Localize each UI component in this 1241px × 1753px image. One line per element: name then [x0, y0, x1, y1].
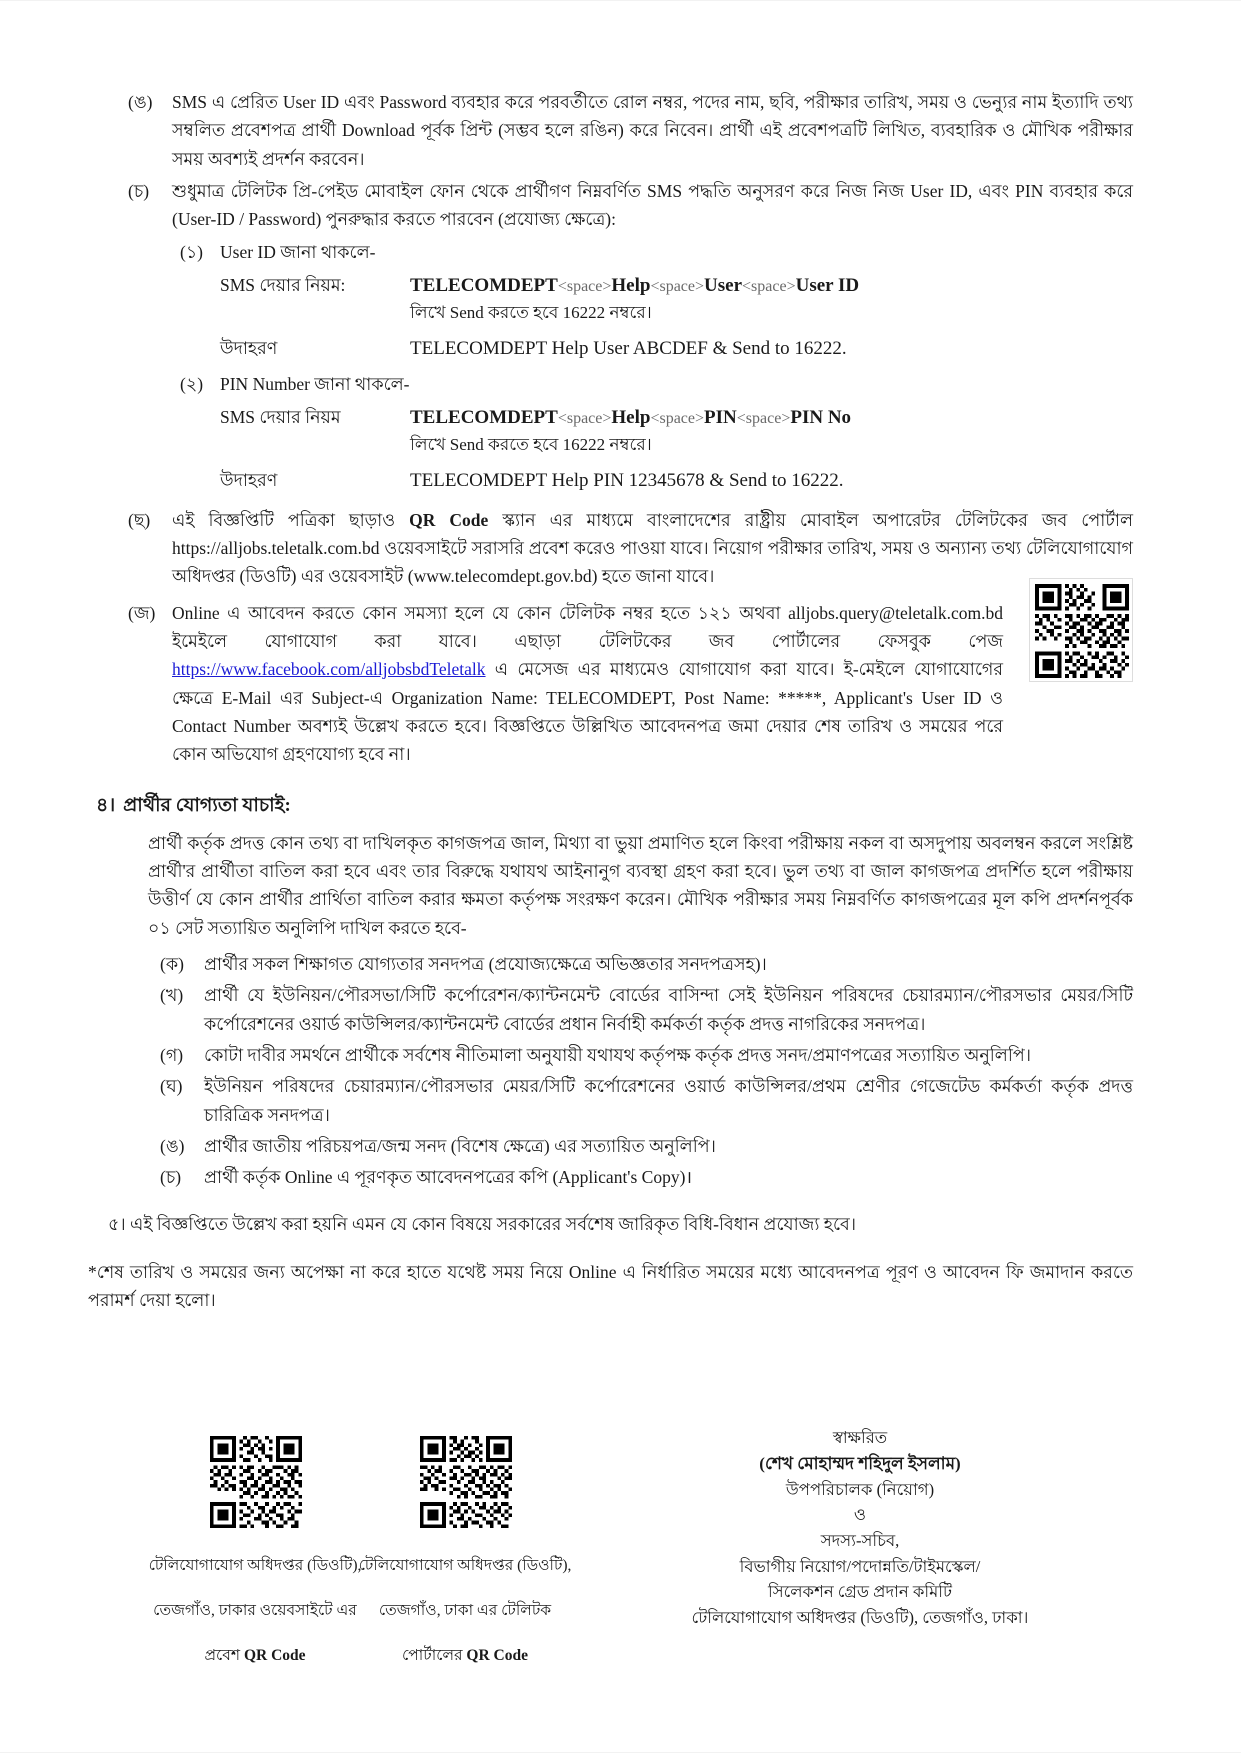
contact-text-part2: এ মেসেজ এর মাধ্যমেও যোগাযোগ করা যাবে। ই-মেইলে যোগাযোগের ক্ষেত্রে E-Mail এর Subject-এ Organization Name: TELECOMDEPT, Post Name: *****, Applicant's User ID ও Contact Number অবশ্যই উল্লেখ করতে হবে। বিজ্ঞপ্তিতে উল্লিখিত আবেদনপত্র জমা দেয়ার শেষ তারিখ ও সময়ের পরে কোন অভিযোগ গ্রহণযোগ্য হবে না। [172, 659, 1003, 765]
section-paragraph: প্রার্থী কর্তৃক প্রদত্ত কোন তথ্য বা দাখিলকৃত কাগজপত্র জাল, মিথ্যা বা ভুয়া প্রমাণিত হলে কিংবা পরীক্ষায় নকল বা অসদুপায় অবলম্বন করলে সংশ্লিষ্ট প্রার্থী'র প্রার্থীতা বাতিল করা হবে এবং তার বিরুদ্ধে যথাযথ আইনানুগ ব্যবস্থা গ্রহণ করা হবে। ভুল তথ্য বা জাল কাগজপত্র প্রদর্শিত হলে পরীক্ষায় উত্তীর্ণ যে কোন প্রার্থীর প্রার্থিতা বাতিল করার ক্ষমতা কর্তৃপক্ষ সংরক্ষণ করেন। মৌখিক পরীক্ষার সময় নিম্নবর্ণিত কাগজপত্রের মূল কপি প্রদর্শনপূর্বক ০১ সেট সত্যায়িত অনুলিপি দাখিল করতে হবে- [148, 832, 1133, 938]
qr-website-caption-line2: তেজগাঁও, ঢাকার ওয়েবসাইটে এর [153, 1602, 357, 1620]
document-footer [0, 1425, 1241, 1725]
list-item [160, 1163, 1133, 1191]
sms-rule-value-group [410, 404, 851, 457]
sms-rule-format: TELECOMDEPT<space>Help<space>PIN<space>PIN No [410, 406, 852, 428]
sms-rule-block [220, 272, 1133, 364]
sms-section-title: PIN Number জানা থাকলে- [220, 373, 410, 394]
qr-portal-caption-plain: পোর্টালের [401, 1647, 467, 1665]
qr-code-image [419, 1435, 513, 1529]
page-top-edge [0, 0, 1241, 1]
list-item-text: শুধুমাত্র টেলিটক প্রি-পেইড মোবাইল ফোন থেকে প্রার্থীগণ নিম্নবর্ণিত SMS পদ্ধতি অনুসরণ করে নিজ নিজ User ID, এবং PIN ব্যবহার করে (User-ID / Password) পুনরুদ্ধার করতে পারবেন (প্রযোজ্য ক্ষেত্রে): [172, 181, 1133, 230]
sms-rule-row [220, 404, 1133, 457]
sms-rule-subtext: লিখে Send করতে হবে 16222 নম্বরে। [410, 302, 652, 322]
list-item-text: SMS এ প্রেরিত User ID এবং Password ব্যবহার করে পরবর্তীতে রোল নম্বর, পদের নাম, ছবি, পরীক্ষার তারিখ, সময় ও ভেন্যুর নাম ইত্যাদি তথ্য সম্বলিত প্রবেশপত্র প্রার্থী Download পূর্বক প্রিন্ট (সম্ভব হলে রঙিন) করে নিবেন। প্রার্থী এই প্রবেশপত্রটি লিখিত, ব্যবহারিক ও মৌখিক পরীক্ষার সময় অবশ্যই প্রদর্শন করবেন। [172, 92, 1133, 169]
list-item-text: ইউনিয়ন পরিষদের চেয়ারম্যান/পৌরসভার মেয়র/সিটি কর্পোরেশনের ওয়ার্ড কাউন্সিলর/প্রথম শ্রেণীর গেজেটেড কর্মকর্তা কর্তৃক প্রদত্ত চারিত্রিক সনদপত্র। [204, 1076, 1133, 1125]
sms-section-marker: (২) [180, 373, 204, 394]
sms-rule-row [220, 272, 1133, 325]
section-title: প্রার্থীর যোগ্যতা যাচাই: [123, 794, 291, 816]
sms-section-title: User ID জানা থাকলে- [220, 241, 376, 262]
list-item [160, 1132, 1133, 1160]
signatory-name: (শেখ মোহাম্মদ শহিদুল ইসলাম) [759, 1453, 961, 1473]
qr-portal-block [350, 1435, 580, 1690]
list-item-marker: (ছ) [128, 509, 151, 530]
section-heading [96, 791, 1133, 823]
list-item-marker: (চ) [128, 181, 150, 202]
sms-rule-value-group [410, 272, 859, 325]
signatory-role: সদস্য-সচিব, [820, 1531, 900, 1551]
list-item [160, 1041, 1133, 1069]
list-item-marker: (ঘ) [160, 1076, 183, 1097]
list-item-marker: (ক) [160, 953, 184, 974]
signature-conjunction: ও [853, 1505, 867, 1525]
qr-portal-caption-line3 [350, 1645, 580, 1667]
organization-address: টেলিযোগাযোগ অধিদপ্তর (ডিওটি), তেজগাঁও, ঢাকা। [691, 1607, 1029, 1627]
advisory-note: *শেষ তারিখ ও সময়ের জন্য অপেক্ষা না করে হাতে যথেষ্ট সময় নিয়ে Online এ নির্ধারিত সময়ের মধ্যে আবেদনপত্র পূরণ ও আবেদন ফি জমাদান করতে পরামর্শ দেয়া হলো। [88, 1262, 1133, 1311]
sms-rule-label: SMS দেয়ার নিয়ম: [220, 275, 346, 296]
sms-example-label: উদাহরণ [220, 338, 278, 359]
list-item-marker: (ঙ) [160, 1136, 185, 1157]
sms-section-marker: (১) [180, 241, 204, 262]
qr-portal-caption-bold: QR Code [466, 1647, 528, 1665]
contact-text-part1: Online এ আবেদন করতে কোন সমস্যা হলে যে কোন টেলিটক নম্বর হতে ১২১ অথবা alljobs.query@teletalk.com.bd ইমেইলে যোগাযোগ করা যাবে। এছাড়া টেলিটকের জব পোর্টালের ফেসবুক পেজ [172, 602, 1003, 651]
sms-rule-label: SMS দেয়ার নিয়ম [220, 406, 341, 427]
list-item-marker: (চ) [160, 1167, 182, 1188]
list-item-marker: (জ) [128, 602, 156, 623]
qr-website-caption-line3 [140, 1645, 370, 1667]
list-item-text: প্রার্থীর জাতীয় পরিচয়পত্র/জন্ম সনদ (বিশেষ ক্ষেত্রে) এর সত্যায়িত অনুলিপি। [204, 1136, 716, 1157]
list-item-text: প্রার্থী কর্তৃক Online এ পূরণকৃত আবেদনপত্রের কপি (Applicant's Copy)। [204, 1167, 693, 1188]
qr-portal-image-wrap [419, 1435, 511, 1527]
sms-section-heading [180, 238, 1133, 266]
sms-rule-format: TELECOMDEPT<space>Help<space>User<space>User ID [410, 275, 860, 297]
signature-line-1: স্বাক্ষরিত [832, 1428, 888, 1447]
qr-code-image [209, 1435, 303, 1529]
sms-rule-subtext: লিখে Send করতে হবে 16222 নম্বরে। [410, 434, 652, 454]
section-five [108, 1210, 1133, 1238]
qr-code-image [1034, 583, 1130, 679]
sms-example-label: উদাহরণ [220, 470, 278, 490]
qr-website-caption-bold: QR Code [243, 1647, 306, 1665]
qr-portal-caption-line1: টেলিযোগাযোগ অধিদপ্তর (ডিওটি), [358, 1557, 572, 1575]
qr-notice-part2: স্ক্যান এর মাধ্যমে বাংলাদেশের রাষ্ট্রীয় মোবাইল অপারেটর টেলিটকের জব পোর্টাল https://alljobs.teletalk.com.bd ওয়েবসাইটে সরাসরি প্রবেশ করেও পাওয়া যাবে। নিয়োগ পরীক্ষার তারিখ, সময় ও অন্যান্য তথ্য টেলিযোগাযোগ অধিদপ্তর (ডিওটি) এর ওয়েবসাইট (www.telecomdept.gov.bd) হতে জানা যাবে। [172, 509, 1134, 587]
committee-line-1: বিভাগীয় নিয়োগ/পদোন্নতি/টাইমস্কেল/ [739, 1556, 981, 1576]
sms-example-value: TELECOMDEPT Help PIN 12345678 & Send to 16222. [410, 470, 844, 491]
list-item [128, 506, 1133, 591]
list-item-text: প্রার্থী যে ইউনিয়ন/পৌরসভা/সিটি কর্পোরেশন/ক্যান্টনমেন্ট বোর্ডের বাসিন্দা সেই ইউনিয়ন পরিষদের চেয়ারম্যান/পৌরসভার মেয়র/সিটি কর্পোরেশনের ওয়ার্ড কাউন্সিলর/ক্যান্টনমেন্ট বোর্ডের প্রধান নির্বাহী কর্মকর্তা কর্তৃক প্রদত্ত নাগরিকের সনদপত্র। [204, 985, 1133, 1034]
section-five-text: এই বিজ্ঞপ্তিতে উল্লেখ করা হয়নি এমন যে কোন বিষয়ে সরকারের সর্বশেষ জারিকৃত বিধি-বিধান প্রযোজ্য হবে। [130, 1213, 857, 1234]
section-five-number: ৫। [108, 1213, 126, 1234]
list-item-marker: (গ) [160, 1045, 184, 1065]
list-item-marker: (ঙ) [128, 92, 153, 112]
sms-example-row [220, 467, 1133, 496]
sms-section-heading [180, 370, 1133, 398]
list-item-text [172, 599, 1003, 769]
list-item-text [172, 506, 1133, 591]
qr-website-caption [140, 1533, 370, 1690]
sms-rule-block [220, 404, 1133, 496]
list-item-marker: (খ) [160, 985, 184, 1006]
committee-line-2: সিলেকশন গ্রেড প্রদান কমিটি [767, 1582, 953, 1602]
qr-code-emphasis: QR Code [409, 509, 489, 530]
list-item [160, 1072, 1133, 1129]
signatory-designation: উপপরিচালক (নিয়োগ) [785, 1479, 935, 1499]
list-item [128, 177, 1133, 234]
qr-website-caption-plain: প্রবেশ [204, 1647, 244, 1665]
qr-notice-part1: এই বিজ্ঞপ্তিটি পত্রিকা ছাড়াও [172, 509, 410, 530]
qualification-list [160, 950, 1133, 1192]
qr-website-block [140, 1435, 370, 1690]
sms-example-row [220, 335, 1133, 364]
facebook-page-link[interactable]: https://www.facebook.com/alljobsbdTeletalk [172, 659, 486, 680]
list-item [160, 950, 1133, 978]
qr-website-image-wrap [209, 1435, 301, 1527]
section-number: ৪। [96, 794, 116, 816]
qr-portal-caption-line2: তেজগাঁও, ঢাকা এর টেলিটক [378, 1602, 552, 1620]
list-item-text: কোটা দাবীর সমর্থনে প্রার্থীকে সর্বশেষ নীতিমালা অনুযায়ী যথাযথ কর্তৃপক্ষ কর্তৃক প্রদত্ত সনদ/প্রমাণপত্রের সত্যায়িত অনুলিপি। [204, 1045, 1031, 1065]
qr-portal-caption [350, 1533, 580, 1690]
list-item [160, 981, 1133, 1038]
list-item [128, 599, 1133, 769]
qr-website-caption-line1: টেলিযোগাযোগ অধিদপ্তর (ডিওটি), [148, 1557, 362, 1575]
list-item [128, 88, 1133, 173]
inline-qr-code [1029, 578, 1133, 682]
signature-block [620, 1425, 1100, 1630]
sms-example-value: TELECOMDEPT Help User ABCDEF & Send to 16222. [410, 338, 847, 360]
list-item-text: প্রার্থীর সকল শিক্ষাগত যোগ্যতার সনদপত্র (প্রযোজ্যক্ষেত্রে অভিজ্ঞতার সনদপত্রসহ)। [204, 953, 767, 974]
